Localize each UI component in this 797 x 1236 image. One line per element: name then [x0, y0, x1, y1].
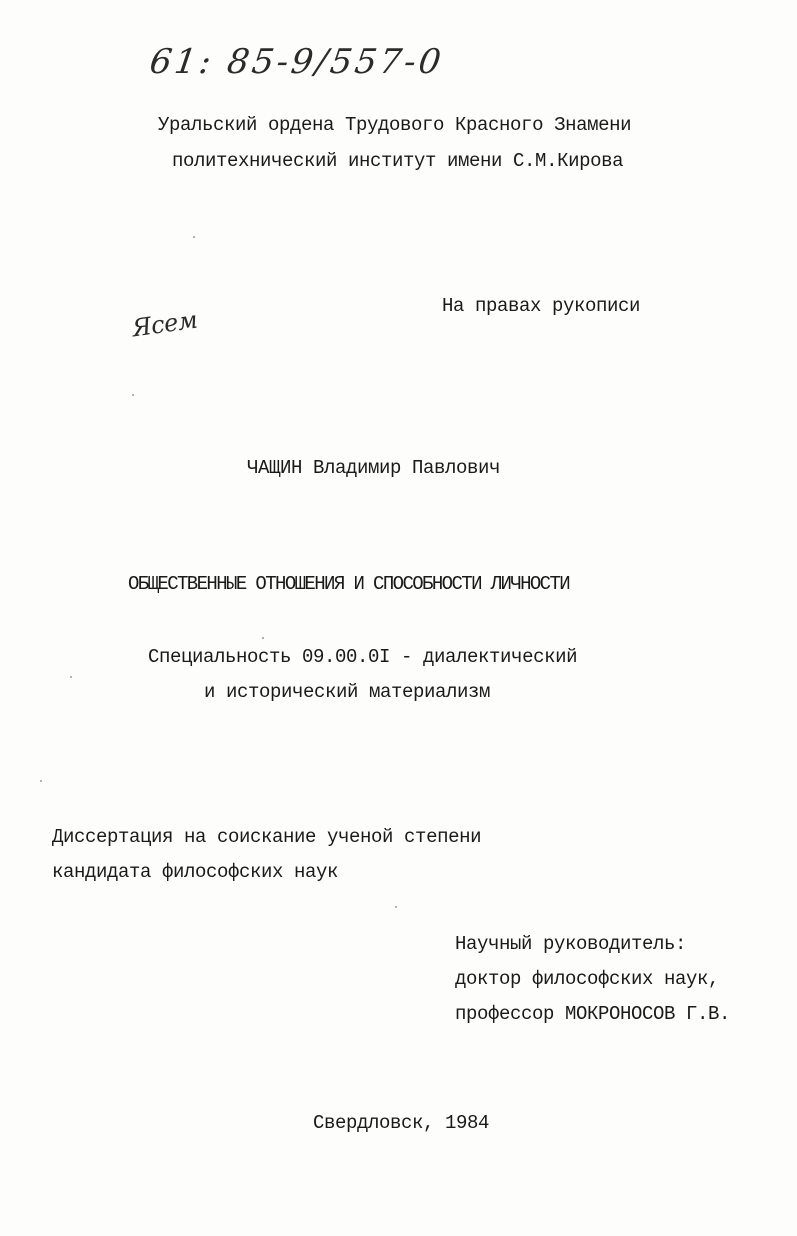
specialty-line-2: и исторический материализм [204, 681, 491, 703]
institution-line-2: политехнический институт имени С.М.Кирова [172, 150, 624, 172]
specialty-line-1: Специальность 09.00.0I - диалектический [148, 646, 578, 668]
paper-speck [132, 394, 134, 396]
paper-speck [40, 780, 42, 782]
paper-speck [70, 676, 72, 678]
place-and-year: Свердловск, 1984 [313, 1112, 490, 1134]
paper-speck [262, 637, 264, 639]
supervisor-heading: Научный руководитель: [455, 933, 687, 955]
institution-line-1: Уральский ордена Трудового Красного Знамени [158, 114, 632, 136]
handwritten-initials: Ясем [130, 305, 199, 343]
dissertation-title: ОБЩЕСТВЕННЫЕ ОТНОШЕНИЯ И СПОСОБНОСТИ ЛИЧНОСТИ [128, 573, 570, 595]
catalog-number: 61: 85-9/557-0 [147, 42, 447, 82]
dissertation-degree-line-1: Диссертация на соискание ученой степени [52, 826, 482, 848]
supervisor-name: профессор МОКРОНОСОВ Г.В. [455, 1003, 731, 1025]
dissertation-degree-line-2: кандидата философских наук [52, 861, 339, 883]
supervisor-degree: доктор философских наук, [455, 968, 720, 990]
author-name: ЧАЩИН Владимир Павлович [247, 457, 501, 479]
paper-speck [395, 906, 397, 908]
manuscript-rights: На правах рукописи [442, 295, 641, 317]
paper-speck [193, 236, 195, 238]
